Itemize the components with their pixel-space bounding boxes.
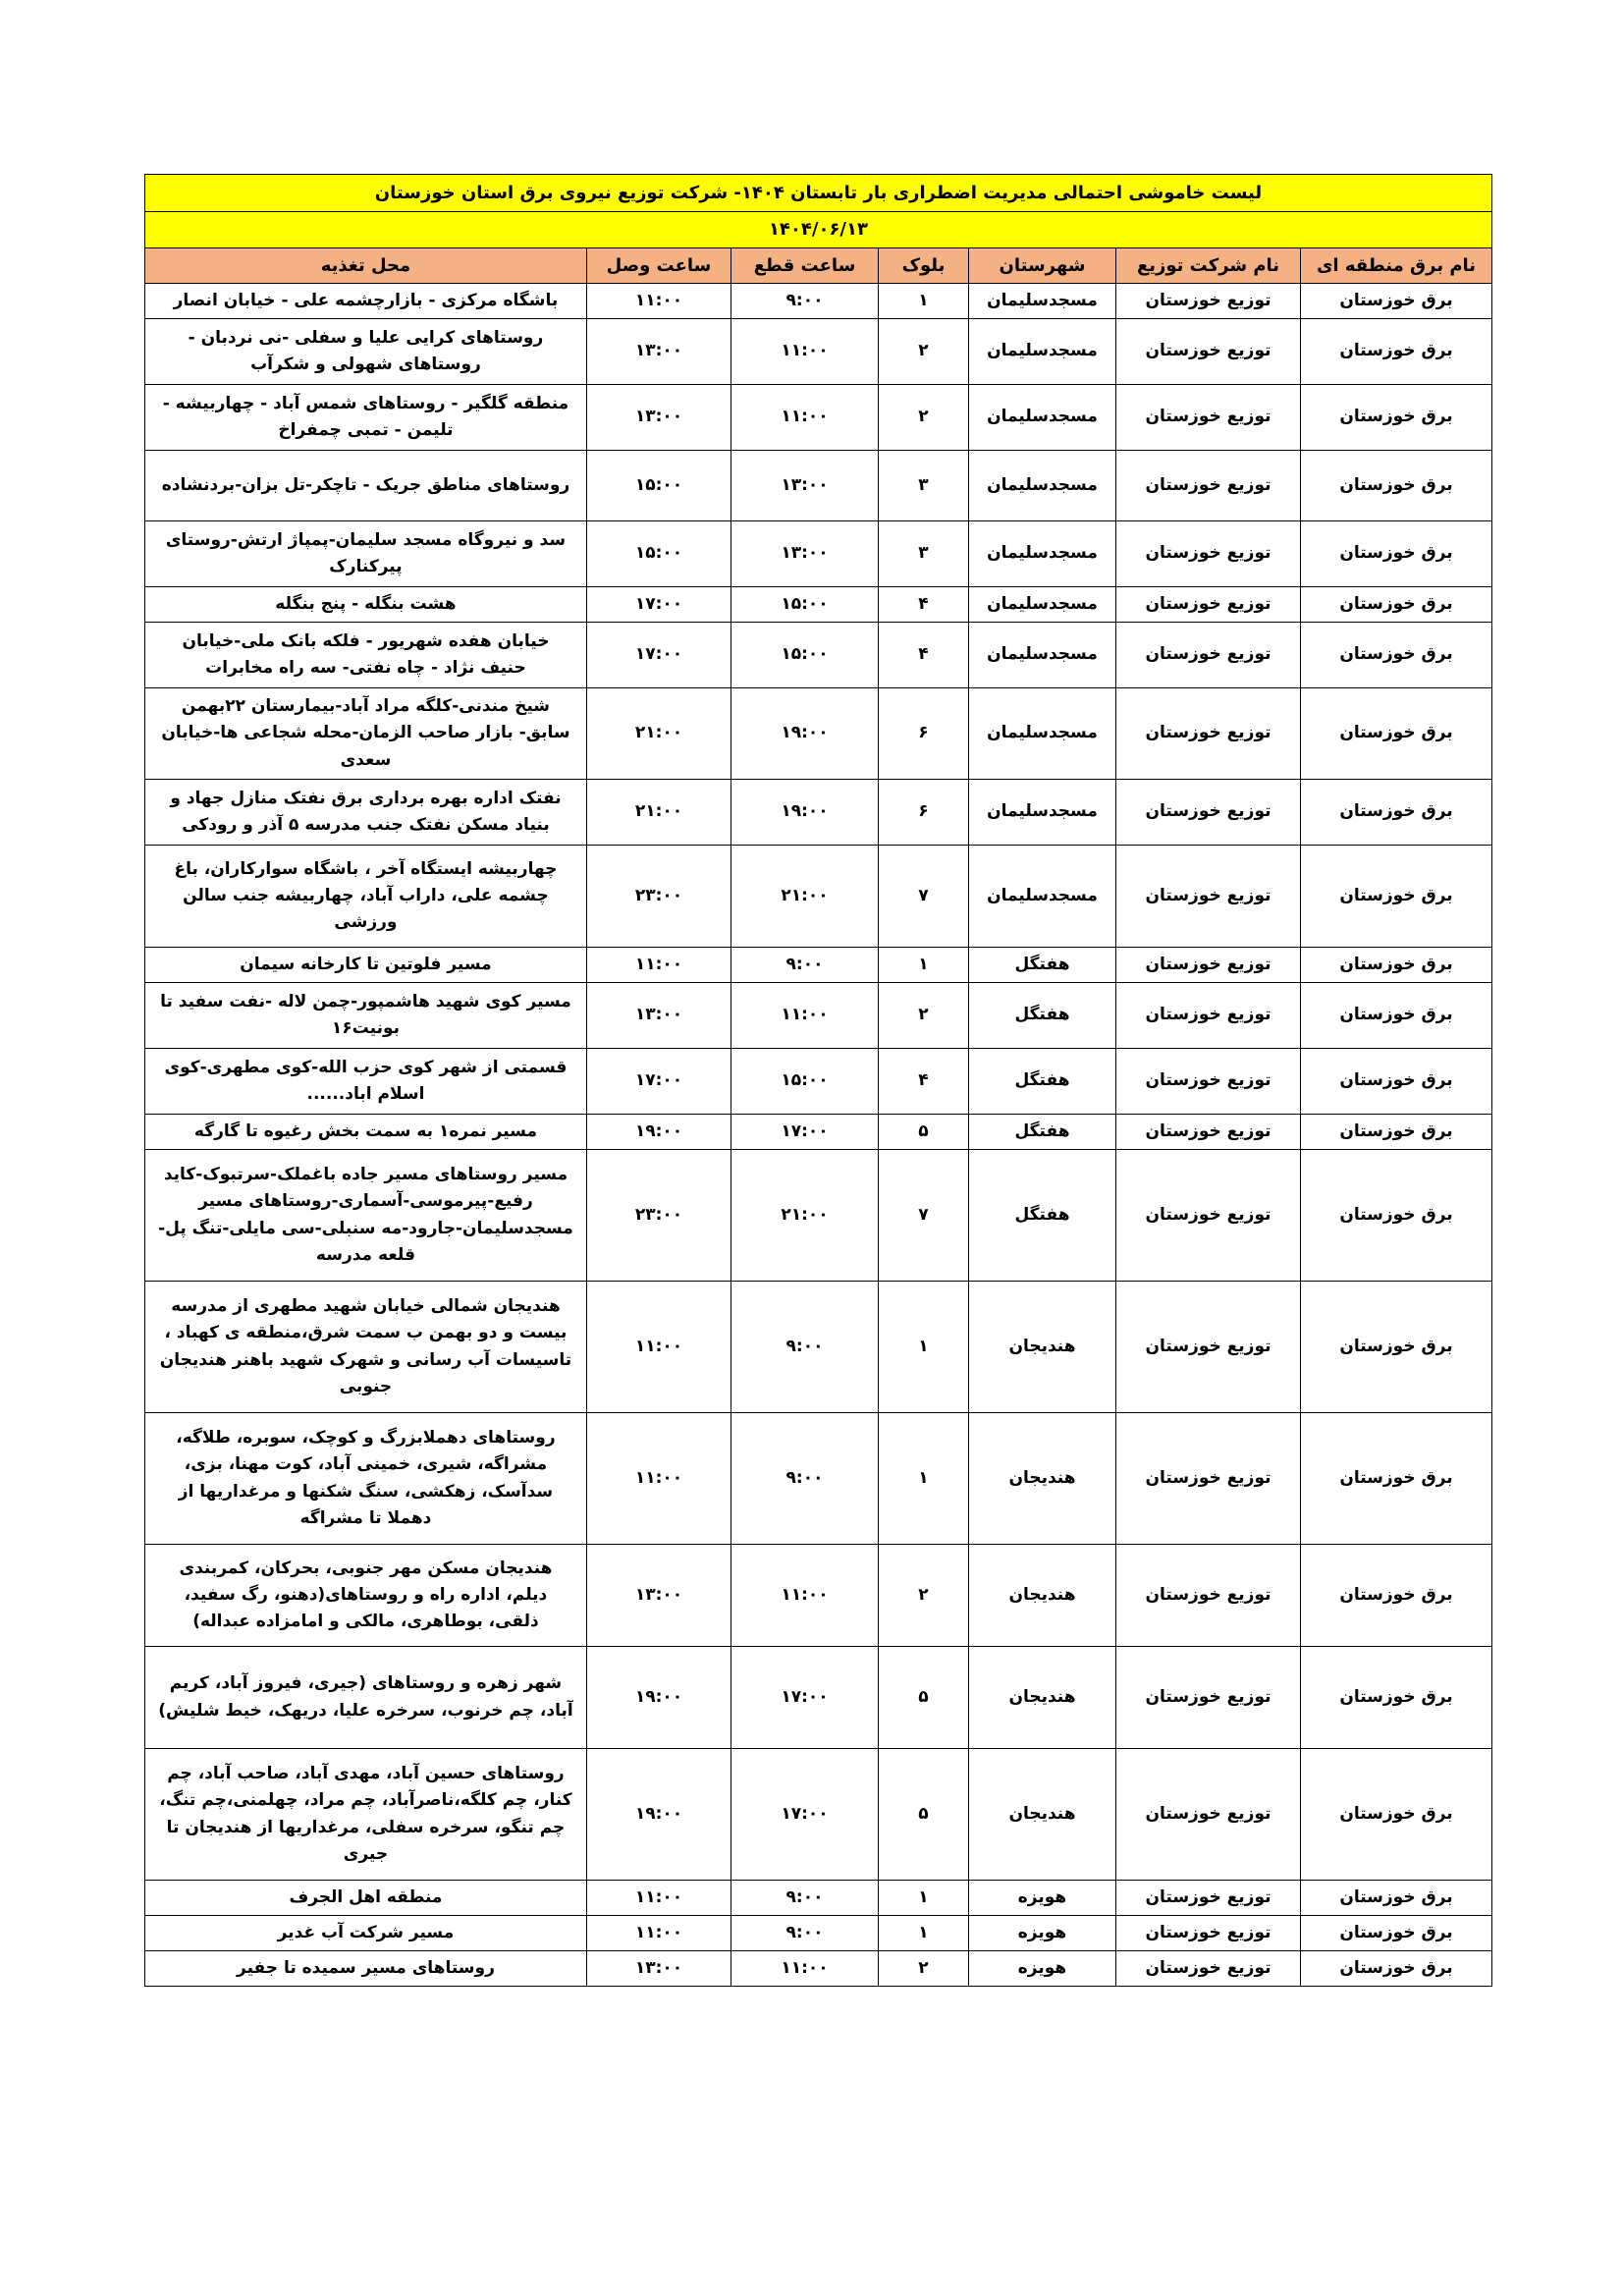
cell-off-time: ۱۵:۰۰ (731, 587, 879, 623)
cell-city: هندیجان (969, 1282, 1116, 1413)
outage-table-container (145, 174, 1492, 1987)
cell-region: برق خوزستان (1301, 983, 1492, 1049)
cell-area: مسیر کوی شهید هاشمپور-چمن لاله -نفت سفید تا بونیت۱۶ (144, 983, 586, 1049)
cell-city: هفتگل (969, 1115, 1116, 1150)
table-row (144, 319, 1491, 385)
cell-off-time: ۲۱:۰۰ (731, 846, 879, 948)
cell-area: مسیر شرکت آب غدیر (144, 1916, 586, 1951)
cell-city: مسجدسلیمان (969, 451, 1116, 521)
cell-area: روستاهای دهملابزرگ و کوچک، سوبره، طلاگه، مشراگه، شیری، خمینی آباد، کوت مهنا، بزی، سدآسک، زهکشی، سنگ شکنها و مرغداریها از دهملا تا مشراگه (144, 1413, 586, 1545)
table-row (144, 284, 1491, 319)
date-row (144, 212, 1491, 248)
cell-city: مسجدسلیمان (969, 846, 1116, 948)
cell-off-time: ۹:۰۰ (731, 948, 879, 983)
cell-company: توزیع خوزستان (1116, 780, 1301, 846)
cell-city: مسجدسلیمان (969, 623, 1116, 688)
table-title: لیست خاموشی احتمالی مدیریت اضطراری بار تابستان ۱۴۰۴- شرکت توزیع نیروی برق استان خوزستان (144, 175, 1491, 212)
table-row (144, 385, 1491, 451)
cell-area: خیابان هفده شهریور - فلکه بانک ملی-خیابان حنیف نژاد - چاه نفتی- سه راه مخابرات (144, 623, 586, 688)
cell-company: توزیع خوزستان (1116, 1881, 1301, 1916)
cell-on-time: ۱۱:۰۰ (587, 1282, 731, 1413)
cell-region: برق خوزستان (1301, 1150, 1492, 1282)
header-area: محل تغذیه (144, 248, 586, 284)
cell-area: هندیجان مسکن مهر جنوبی، بحرکان، کمربندی دیلم، اداره راه و روستاهای(دهنو، رگ سفید، ذلقی، بوطاهری، مالکی و امامزاده عبداله) (144, 1545, 586, 1647)
cell-city: مسجدسلیمان (969, 688, 1116, 780)
cell-region: برق خوزستان (1301, 780, 1492, 846)
cell-off-time: ۱۷:۰۰ (731, 1115, 879, 1150)
cell-block: ۵ (879, 1647, 969, 1749)
cell-city: مسجدسلیمان (969, 587, 1116, 623)
cell-area: باشگاه مرکزی - بازارچشمه علی - خیابان انصار (144, 284, 586, 319)
table-row (144, 1916, 1491, 1951)
cell-region: برق خوزستان (1301, 948, 1492, 983)
cell-block: ۳ (879, 521, 969, 587)
cell-off-time: ۱۹:۰۰ (731, 688, 879, 780)
cell-city: مسجدسلیمان (969, 521, 1116, 587)
cell-on-time: ۱۹:۰۰ (587, 1749, 731, 1881)
cell-city: هفتگل (969, 1049, 1116, 1115)
table-row (144, 846, 1491, 948)
cell-on-time: ۱۱:۰۰ (587, 1413, 731, 1545)
cell-company: توزیع خوزستان (1116, 284, 1301, 319)
cell-region: برق خوزستان (1301, 1951, 1492, 1987)
cell-on-time: ۱۱:۰۰ (587, 1881, 731, 1916)
cell-block: ۷ (879, 1150, 969, 1282)
cell-area: هشت بنگله - پنج بنگله (144, 587, 586, 623)
cell-region: برق خوزستان (1301, 284, 1492, 319)
cell-company: توزیع خوزستان (1116, 846, 1301, 948)
cell-region: برق خوزستان (1301, 1545, 1492, 1647)
cell-off-time: ۹:۰۰ (731, 1881, 879, 1916)
cell-region: برق خوزستان (1301, 1647, 1492, 1749)
cell-city: هفتگل (969, 1150, 1116, 1282)
cell-region: برق خوزستان (1301, 1282, 1492, 1413)
cell-block: ۱ (879, 284, 969, 319)
cell-block: ۴ (879, 623, 969, 688)
cell-off-time: ۱۷:۰۰ (731, 1647, 879, 1749)
cell-block: ۱ (879, 1881, 969, 1916)
cell-city: هویزه (969, 1916, 1116, 1951)
cell-off-time: ۹:۰۰ (731, 1916, 879, 1951)
cell-area: سد و نیروگاه مسجد سلیمان-پمپاژ ارتش-روستای پیرکنارک (144, 521, 586, 587)
cell-city: مسجدسلیمان (969, 780, 1116, 846)
title-row (144, 175, 1491, 212)
cell-block: ۱ (879, 948, 969, 983)
cell-area: روستاهای مسیر سمیده تا جفیر (144, 1951, 586, 1987)
cell-company: توزیع خوزستان (1116, 1647, 1301, 1749)
table-row (144, 688, 1491, 780)
table-row (144, 948, 1491, 983)
cell-on-time: ۱۱:۰۰ (587, 948, 731, 983)
cell-on-time: ۱۱:۰۰ (587, 1916, 731, 1951)
cell-region: برق خوزستان (1301, 451, 1492, 521)
cell-block: ۳ (879, 451, 969, 521)
cell-company: توزیع خوزستان (1116, 688, 1301, 780)
cell-area: نفتک اداره بهره برداری برق نفتک منازل جهاد و بنیاد مسکن نفتک جنب مدرسه ۵ آذر و رودکی (144, 780, 586, 846)
cell-region: برق خوزستان (1301, 587, 1492, 623)
cell-off-time: ۱۳:۰۰ (731, 451, 879, 521)
cell-region: برق خوزستان (1301, 1749, 1492, 1881)
cell-area: منطقه گلگیر - روستاهای شمس آباد - چهاربیشه - تلیمن - تمبی چمفراخ (144, 385, 586, 451)
table-row (144, 1150, 1491, 1282)
cell-off-time: ۱۱:۰۰ (731, 1951, 879, 1987)
header-on-time: ساعت وصل (587, 248, 731, 284)
cell-block: ۱ (879, 1282, 969, 1413)
cell-company: توزیع خوزستان (1116, 1916, 1301, 1951)
table-row (144, 1647, 1491, 1749)
outage-table (144, 174, 1492, 1987)
cell-area: مسیر روستاهای مسیر جاده باغملک-سرتبوک-کاید رفیع-پیرموسی-آسماری-روستاهای مسیر مسجدسلیمان-جارود-مه سنبلی-سی مایلی-تنگ پل- قلعه مدرسه (144, 1150, 586, 1282)
table-body (144, 284, 1491, 1987)
cell-city: هندیجان (969, 1647, 1116, 1749)
cell-block: ۶ (879, 688, 969, 780)
table-date: ۱۴۰۴/۰۶/۱۳ (144, 212, 1491, 248)
cell-company: توزیع خوزستان (1116, 623, 1301, 688)
column-header-row (144, 248, 1491, 284)
cell-region: برق خوزستان (1301, 521, 1492, 587)
cell-block: ۲ (879, 319, 969, 385)
cell-city: مسجدسلیمان (969, 284, 1116, 319)
table-row (144, 780, 1491, 846)
cell-off-time: ۱۹:۰۰ (731, 780, 879, 846)
cell-region: برق خوزستان (1301, 1916, 1492, 1951)
cell-on-time: ۱۷:۰۰ (587, 1049, 731, 1115)
cell-company: توزیع خوزستان (1116, 948, 1301, 983)
header-company: نام شرکت توزیع (1116, 248, 1301, 284)
cell-on-time: ۱۳:۰۰ (587, 983, 731, 1049)
cell-off-time: ۱۱:۰۰ (731, 385, 879, 451)
cell-off-time: ۱۵:۰۰ (731, 623, 879, 688)
cell-on-time: ۱۳:۰۰ (587, 385, 731, 451)
cell-area: قسمتی از شهر کوی حزب الله-کوی مطهری-کوی اسلام اباد...... (144, 1049, 586, 1115)
cell-block: ۴ (879, 587, 969, 623)
cell-region: برق خوزستان (1301, 319, 1492, 385)
cell-block: ۵ (879, 1749, 969, 1881)
cell-block: ۲ (879, 1951, 969, 1987)
cell-on-time: ۱۳:۰۰ (587, 1951, 731, 1987)
cell-off-time: ۱۵:۰۰ (731, 1049, 879, 1115)
table-row (144, 521, 1491, 587)
table-row (144, 1545, 1491, 1647)
cell-on-time: ۲۳:۰۰ (587, 846, 731, 948)
cell-area: هندیجان شمالی خیابان شهید مطهری از مدرسه بیست و دو بهمن ب سمت شرق،منطقه ی کهباد ، تاسیسات آب رسانی و شهرک شهید باهنر هندیجان جنوبی (144, 1282, 586, 1413)
cell-city: مسجدسلیمان (969, 319, 1116, 385)
cell-on-time: ۱۱:۰۰ (587, 284, 731, 319)
table-row (144, 587, 1491, 623)
cell-area: روستاهای کرایی علیا و سفلی -نی نردبان - روستاهای شهولی و شکرآب (144, 319, 586, 385)
cell-on-time: ۲۱:۰۰ (587, 780, 731, 846)
cell-company: توزیع خوزستان (1116, 587, 1301, 623)
cell-company: توزیع خوزستان (1116, 319, 1301, 385)
cell-on-time: ۱۳:۰۰ (587, 1545, 731, 1647)
cell-block: ۲ (879, 1545, 969, 1647)
header-block: بلوک (879, 248, 969, 284)
cell-block: ۵ (879, 1115, 969, 1150)
cell-company: توزیع خوزستان (1116, 1749, 1301, 1881)
cell-block: ۴ (879, 1049, 969, 1115)
table-row (144, 1951, 1491, 1987)
table-row (144, 1413, 1491, 1545)
cell-block: ۷ (879, 846, 969, 948)
cell-off-time: ۲۱:۰۰ (731, 1150, 879, 1282)
cell-on-time: ۱۵:۰۰ (587, 451, 731, 521)
cell-city: هندیجان (969, 1749, 1116, 1881)
cell-area: شیخ مندنی-کلگه مراد آباد-بیمارستان ۲۲بهمن سابق- بازار صاحب الزمان-محله شجاعی ها-خیابان سعدی (144, 688, 586, 780)
cell-region: برق خوزستان (1301, 1115, 1492, 1150)
cell-off-time: ۱۳:۰۰ (731, 521, 879, 587)
table-row (144, 983, 1491, 1049)
cell-company: توزیع خوزستان (1116, 1115, 1301, 1150)
cell-off-time: ۱۱:۰۰ (731, 319, 879, 385)
cell-company: توزیع خوزستان (1116, 451, 1301, 521)
cell-off-time: ۹:۰۰ (731, 1413, 879, 1545)
header-region: نام برق منطقه ای (1301, 248, 1492, 284)
cell-company: توزیع خوزستان (1116, 1545, 1301, 1647)
cell-city: هفتگل (969, 983, 1116, 1049)
cell-block: ۶ (879, 780, 969, 846)
cell-city: مسجدسلیمان (969, 385, 1116, 451)
cell-region: برق خوزستان (1301, 846, 1492, 948)
cell-off-time: ۱۷:۰۰ (731, 1749, 879, 1881)
cell-on-time: ۱۷:۰۰ (587, 623, 731, 688)
cell-region: برق خوزستان (1301, 1881, 1492, 1916)
cell-company: توزیع خوزستان (1116, 1049, 1301, 1115)
cell-on-time: ۱۷:۰۰ (587, 587, 731, 623)
cell-city: هفتگل (969, 948, 1116, 983)
header-city: شهرستان (969, 248, 1116, 284)
table-row (144, 1115, 1491, 1150)
cell-city: هویزه (969, 1881, 1116, 1916)
cell-on-time: ۲۳:۰۰ (587, 1150, 731, 1282)
cell-off-time: ۱۱:۰۰ (731, 1545, 879, 1647)
cell-area: مسیر فلوتین تا کارخانه سیمان (144, 948, 586, 983)
cell-region: برق خوزستان (1301, 1049, 1492, 1115)
cell-block: ۱ (879, 1916, 969, 1951)
cell-region: برق خوزستان (1301, 688, 1492, 780)
cell-area: شهر زهره و روستاهای (جیری، فیروز آباد، کریم آباد، چم خرنوب، سرخره علیا، دریهک، خیط شلیش) (144, 1647, 586, 1749)
cell-city: هویزه (969, 1951, 1116, 1987)
cell-off-time: ۹:۰۰ (731, 284, 879, 319)
cell-on-time: ۱۳:۰۰ (587, 319, 731, 385)
cell-company: توزیع خوزستان (1116, 1413, 1301, 1545)
cell-region: برق خوزستان (1301, 1413, 1492, 1545)
cell-off-time: ۹:۰۰ (731, 1282, 879, 1413)
cell-area: روستاهای حسین آباد، مهدی آباد، صاحب آباد، چم کنار، چم کلگه،ناصرآباد، چم مراد، چهلمنی،چم تنگ، چم تنگو، سرخره سفلی، مرغداریها از هندیجان تا جیری (144, 1749, 586, 1881)
header-off-time: ساعت قطع (731, 248, 879, 284)
cell-block: ۲ (879, 983, 969, 1049)
cell-area: منطقه اهل الجرف (144, 1881, 586, 1916)
cell-block: ۱ (879, 1413, 969, 1545)
table-row (144, 1881, 1491, 1916)
cell-area: روستاهای مناطق جریک - تاچکر-تل بزان-بردنشاده (144, 451, 586, 521)
cell-city: هندیجان (969, 1545, 1116, 1647)
cell-on-time: ۱۹:۰۰ (587, 1647, 731, 1749)
table-row (144, 1049, 1491, 1115)
cell-on-time: ۱۵:۰۰ (587, 521, 731, 587)
cell-city: هندیجان (969, 1413, 1116, 1545)
cell-company: توزیع خوزستان (1116, 1150, 1301, 1282)
cell-on-time: ۲۱:۰۰ (587, 688, 731, 780)
cell-company: توزیع خوزستان (1116, 521, 1301, 587)
cell-off-time: ۱۱:۰۰ (731, 983, 879, 1049)
table-row (144, 623, 1491, 688)
cell-on-time: ۱۹:۰۰ (587, 1115, 731, 1150)
cell-company: توزیع خوزستان (1116, 1282, 1301, 1413)
table-row (144, 451, 1491, 521)
table-row (144, 1749, 1491, 1881)
cell-company: توزیع خوزستان (1116, 385, 1301, 451)
cell-area: چهاربیشه ایستگاه آخر ، باشگاه سوارکاران، باغ چشمه علی، داراب آباد، چهاربیشه جنب سالن ورزشی (144, 846, 586, 948)
cell-region: برق خوزستان (1301, 623, 1492, 688)
table-row (144, 1282, 1491, 1413)
cell-region: برق خوزستان (1301, 385, 1492, 451)
cell-block: ۲ (879, 385, 969, 451)
cell-company: توزیع خوزستان (1116, 1951, 1301, 1987)
cell-company: توزیع خوزستان (1116, 983, 1301, 1049)
cell-area: مسیر نمره۱ به سمت بخش رغیوه تا گارگه (144, 1115, 586, 1150)
